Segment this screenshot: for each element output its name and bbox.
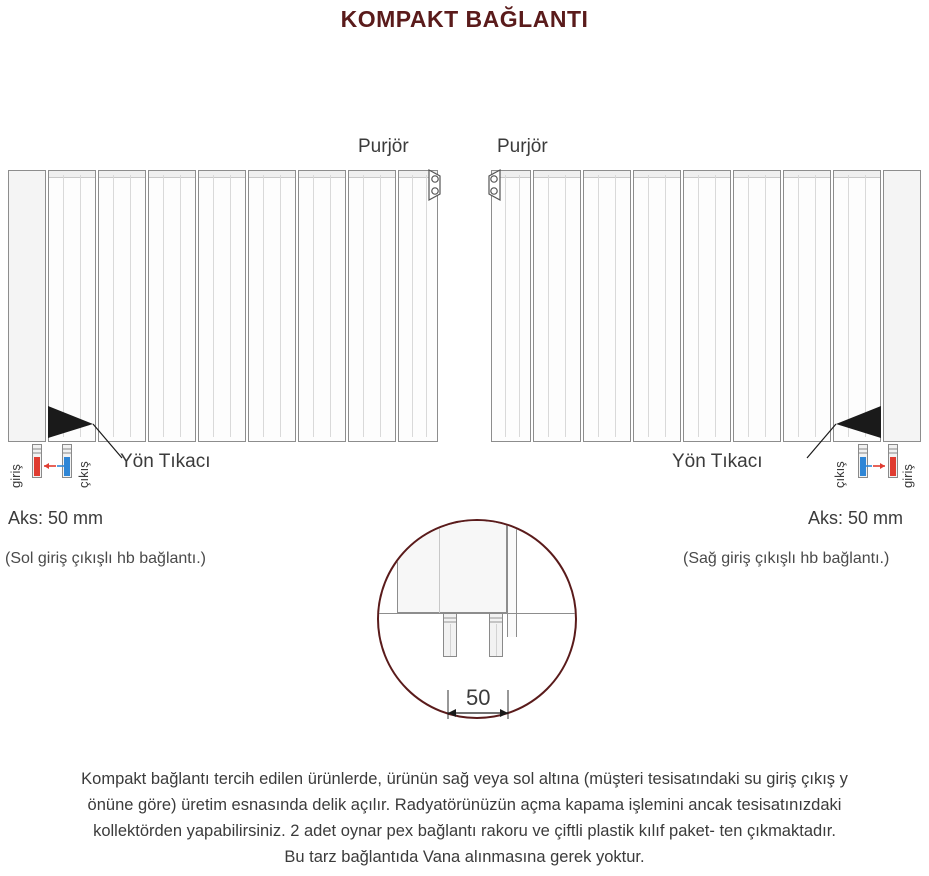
detail-panel-body — [397, 521, 507, 613]
yon-tikaci-right-label: Yön Tıkacı — [672, 451, 763, 472]
panel-flute — [180, 175, 181, 437]
paragraph-line: kollektörden yapabilirsiniz. 2 adet oynar pex bağlantı rakoru ve çiftli plastik kılıf paket- ten çıkmaktadır. — [93, 822, 836, 840]
panel-flute — [313, 175, 314, 437]
radiator-panel — [48, 170, 96, 442]
detail-panel-flute — [439, 521, 440, 613]
detail-nipple-left — [443, 613, 457, 657]
nipple-band — [33, 448, 41, 450]
panel-flute — [615, 175, 616, 437]
panel-flute — [698, 175, 699, 437]
panel-top-cap — [734, 171, 780, 178]
panel-flute — [519, 175, 520, 437]
radiator-panel — [583, 170, 631, 442]
inlet-nipple-right — [888, 444, 898, 478]
radiator-panel — [833, 170, 881, 442]
cikis-right-label: çıkış — [832, 461, 847, 488]
paragraph-line: Kompakt bağlantı tercih edilen ürünlerde, ürünün sağ veya sol altına (müşteri tesisatındaki su giriş çıkış y — [81, 770, 848, 788]
purjor-right-label: Purjör — [497, 136, 548, 157]
inlet-flow-indicator — [890, 457, 896, 476]
outlet-flow-indicator — [860, 457, 866, 476]
radiator-panel — [733, 170, 781, 442]
outlet-flow-indicator — [64, 457, 70, 476]
panel-flute — [865, 175, 866, 437]
nipple-band — [63, 448, 71, 450]
nipple-band — [33, 452, 41, 454]
panel-flute — [163, 175, 164, 437]
panel-flute — [715, 175, 716, 437]
panel-flute — [426, 175, 427, 437]
panel-flute — [80, 175, 81, 437]
radiator-panel — [533, 170, 581, 442]
cikis-left-label: çıkış — [76, 461, 91, 488]
right-radiator-assembly — [491, 170, 921, 442]
panel-flute — [213, 175, 214, 437]
radiator-panel — [98, 170, 146, 442]
nipple-band — [889, 448, 897, 450]
panel-flute — [363, 175, 364, 437]
nipple-band — [63, 452, 71, 454]
panel-flute — [230, 175, 231, 437]
dimension-50-label: 50 — [466, 685, 491, 710]
radiator-panel — [348, 170, 396, 442]
left-radiator-assembly — [8, 170, 438, 442]
panel-flute — [765, 175, 766, 437]
radiator-panel — [398, 170, 438, 442]
radiator-panel — [148, 170, 196, 442]
inlet-nipple-left — [32, 444, 42, 478]
radiator-panel — [783, 170, 831, 442]
panel-top-cap — [349, 171, 395, 178]
radiator-panel — [491, 170, 531, 442]
aks-left-label: Aks: 50 mm — [8, 508, 104, 528]
panel-flute — [412, 175, 413, 437]
radiator-panel — [633, 170, 681, 442]
description-paragraph — [10, 766, 919, 870]
panel-flute — [130, 175, 131, 437]
panel-top-cap — [492, 171, 530, 178]
panel-flute — [548, 175, 549, 437]
right-end-cap — [883, 170, 921, 442]
panel-flute — [815, 175, 816, 437]
panel-top-cap — [249, 171, 295, 178]
note-right: (Sağ giriş çıkışlı hb bağlantı.) — [683, 550, 890, 567]
note-left: (Sol giriş çıkışlı hb bağlantı.) — [5, 550, 206, 567]
nipple-band — [859, 452, 867, 454]
outlet-nipple-right — [858, 444, 868, 478]
panel-top-cap — [834, 171, 880, 178]
radiator-panel — [198, 170, 246, 442]
panel-top-cap — [299, 171, 345, 178]
panel-top-cap — [784, 171, 830, 178]
panel-flute — [63, 175, 64, 437]
nipple-band — [889, 452, 897, 454]
radiator-panel — [298, 170, 346, 442]
panel-top-cap — [399, 171, 437, 178]
panel-flute — [113, 175, 114, 437]
panel-flute — [648, 175, 649, 437]
nipple-band — [859, 448, 867, 450]
giris-right-label: giriş — [900, 464, 915, 488]
panel-flute — [263, 175, 264, 437]
radiator-panel — [683, 170, 731, 442]
panel-flute — [598, 175, 599, 437]
paragraph-line: önüne göre) üretim esnasında delik açılır. Radyatörünüzün açma kapama işlemini ancak tesisatınızdaki — [87, 796, 842, 814]
detail-base-line — [379, 613, 577, 614]
detail-nipple-right — [489, 613, 503, 657]
panel-flute — [505, 175, 506, 437]
panel-flute — [330, 175, 331, 437]
panel-top-cap — [534, 171, 580, 178]
yon-tikaci-left-label: Yön Tıkacı — [120, 451, 211, 472]
panel-flute — [565, 175, 566, 437]
panel-flute — [380, 175, 381, 437]
aks-right-label: Aks: 50 mm — [808, 508, 904, 528]
panel-top-cap — [634, 171, 680, 178]
panel-flute — [280, 175, 281, 437]
inlet-flow-indicator — [34, 457, 40, 476]
panel-top-cap — [199, 171, 245, 178]
radiator-panel — [248, 170, 296, 442]
panel-top-cap — [684, 171, 730, 178]
panel-flute — [748, 175, 749, 437]
outlet-nipple-left — [62, 444, 72, 478]
panel-top-cap — [49, 171, 95, 178]
left-end-cap — [8, 170, 46, 442]
flow-arrow-inlet-right — [873, 463, 885, 469]
panel-flute — [798, 175, 799, 437]
panel-flute — [665, 175, 666, 437]
purjor-left-label: Purjör — [358, 136, 409, 157]
giris-left-label: giriş — [8, 464, 23, 488]
panel-flute — [848, 175, 849, 437]
panel-top-cap — [584, 171, 630, 178]
detail-side-channel — [507, 521, 517, 637]
panel-top-cap — [149, 171, 195, 178]
paragraph-line: Bu tarz bağlantıda Vana alınmasına gerek yoktur. — [284, 848, 645, 866]
panel-top-cap — [99, 171, 145, 178]
flow-arrow-inlet-left — [44, 463, 56, 469]
page-title: KOMPAKT BAĞLANTI — [340, 6, 589, 32]
